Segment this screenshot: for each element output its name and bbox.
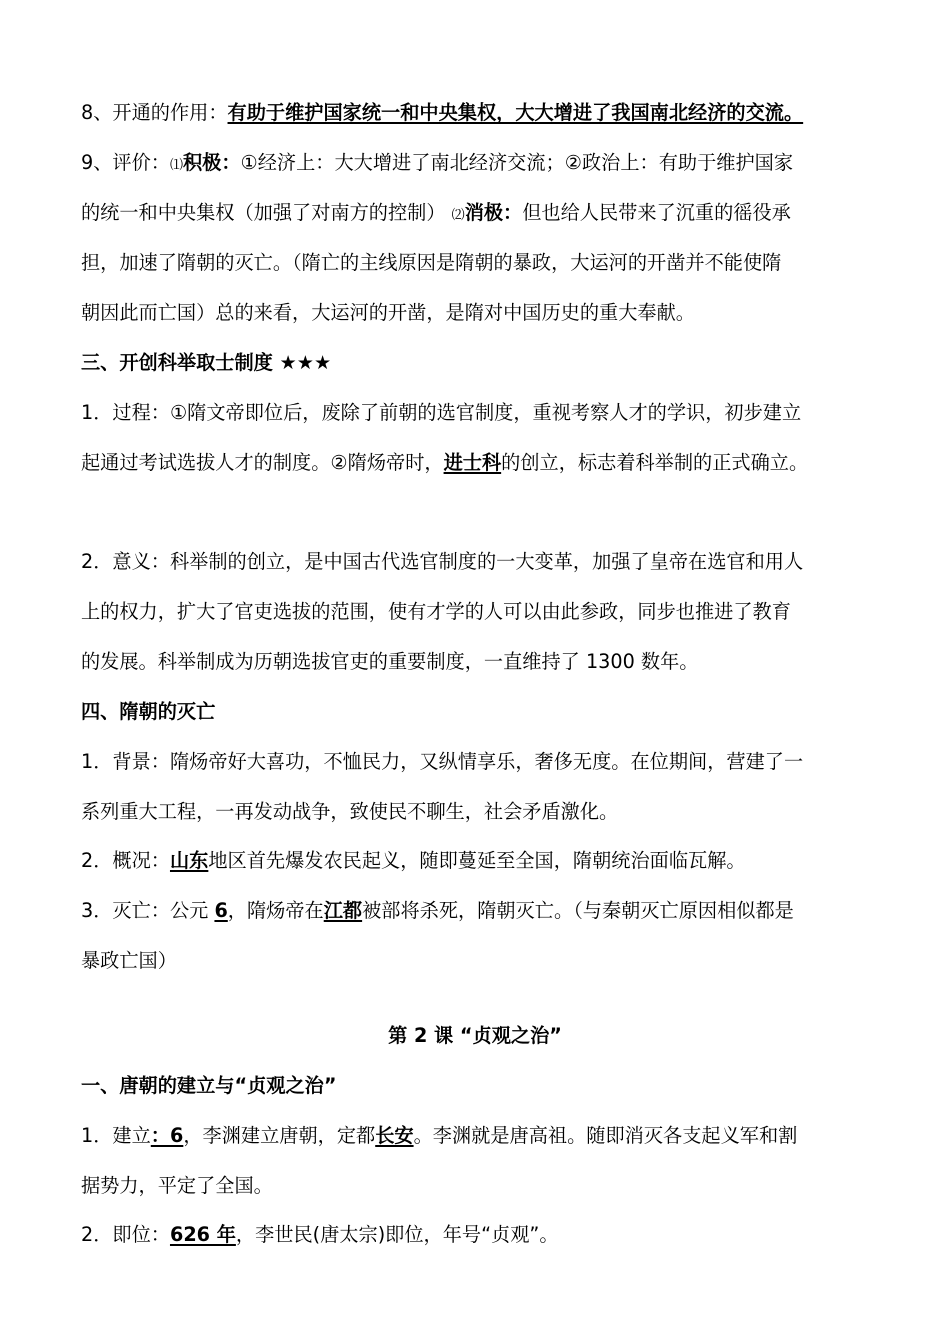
text-line [81,1222,559,1248]
text-line [81,100,803,126]
text: 。李渊就是唐高祖。随即消灭各支起义军和割 [413,1124,798,1147]
section-heading: 一、唐朝的建立与“贞观之治” [81,1074,337,1097]
text: 地区首先爆发农民起义，随即蔓延至全国，隋朝统治面临瓦解。 [208,849,746,872]
emphasis-text: 进士科 [443,451,502,474]
emphasis-text: ：6 [150,1124,184,1147]
text-line: 担，加速了隋朝的灭亡。（隋亡的主线原因是隋朝的暴政，大运河的开凿并不能使隋 [81,251,782,274]
text-line: 2．意义：科举制的创立，是中国古代选官制度的一大变革，加强了皇帝在选官和用人 [81,550,804,573]
text-line [81,200,791,229]
emphasis-text: 江都 [323,899,363,922]
emphasis-text: 626 年 [169,1223,236,1246]
section-heading: 三、开创科举取士制度 ★★★ [81,351,332,374]
text: 1．建立 [81,1124,151,1147]
text-line: 朝因此而亡国）总的来看，大运河的开凿，是隋对中国历史的重大奉献。 [81,301,695,324]
text: 但也给人民带来了沉重的徭役承 [522,201,791,224]
text: 的统一和中央集权（加强了对南方的控制） [81,201,452,224]
emphasis-text: 山东 [169,849,209,872]
text: ①经济上：大大增进了南北经济交流；②政治上：有助于维护国家 [240,151,794,174]
text: 被部将杀死，隋朝灭亡。（与秦朝灭亡原因相似都是 [362,899,794,922]
text-line [81,898,794,924]
bold-text: 消极： [464,201,523,224]
section-heading: 四、隋朝的灭亡 [81,700,216,723]
text-line: 的发展。科举制成为历朝选拔官吏的重要制度，一直维持了 1300 数年。 [81,650,699,673]
text: 的创立，标志着科举制的正式确立。 [501,451,809,474]
text-line: 1．背景：隋炀帝好大喜功，不恤民力，又纵情享乐，奢侈无度。在位期间，营建了一 [81,750,804,773]
text-line: 系列重大工程，一再发动战争，致使民不聊生，社会矛盾激化。 [81,800,619,823]
emphasis-text: 6 [214,899,228,922]
text: 9、评价： [81,151,170,174]
text-line: 暴政亡国） [81,949,177,972]
text-line: 1．过程：①隋文帝即位后，废除了前朝的选官制度，重视考察人才的学识，初步建立 [81,401,802,424]
text-line [81,1123,797,1149]
text: 2．概况： [81,849,170,872]
lesson-title: 第 2 课 “贞观之治” [388,1024,562,1047]
text-line [81,450,808,476]
emphasis-text: 有助于维护国家统一和中央集权，大大增进了我国南北经济的交流。 [227,101,804,124]
text-line [81,150,793,179]
text: ，隋炀帝在 [227,899,324,922]
text: ，李渊建立唐朝，定都 [183,1124,376,1147]
text: 2．即位： [81,1223,170,1246]
text-line: 上的权力，扩大了官吏选拔的范围，使有才学的人可以由此参政，同步也推进了教育 [81,600,791,623]
list-number: ⑴ [169,158,183,173]
text: 8、开通的作用： [81,101,228,124]
emphasis-text: 长安 [375,1124,414,1147]
text-line [81,848,746,874]
text: 3．灭亡：公元 [81,899,215,922]
text: 起通过考试选拔人才的制度。②隋炀帝时， [81,451,444,474]
list-number: ⑵ [451,208,465,223]
bold-text: 积极： [182,151,241,174]
text-line: 据势力，平定了全国。 [81,1174,273,1197]
text: ，李世民(唐太宗)即位，年号“贞观”。 [235,1223,559,1246]
